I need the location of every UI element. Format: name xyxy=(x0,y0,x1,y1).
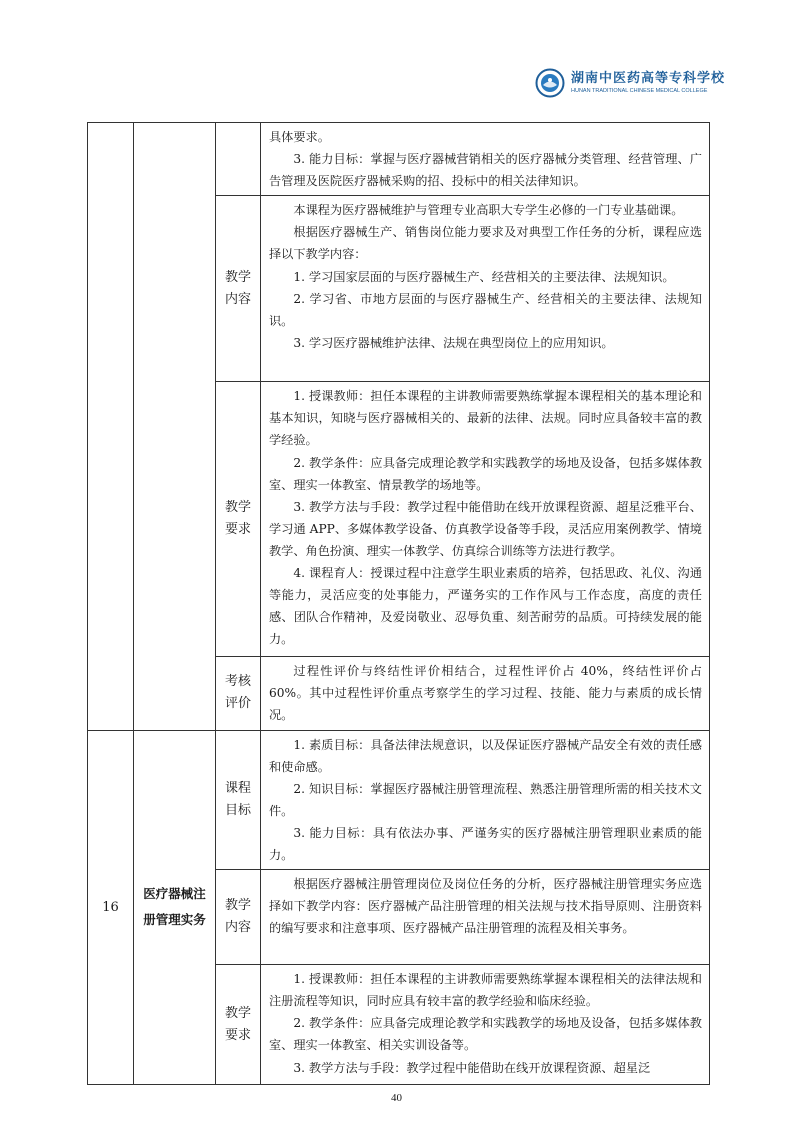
paragraph: 3. 能力目标：掌握与医疗器械营销相关的医疗器械分类管理、经营管理、广告管理及医院医疗器械采购的招、投标中的相关法律知识。 xyxy=(269,152,702,189)
table-row xyxy=(88,730,710,870)
section-content xyxy=(261,196,710,382)
school-emblem-icon xyxy=(535,68,565,98)
paragraph: 2. 教学条件：应具备完成理论教学和实践教学的场地及设备，包括多媒体教室、理实一体教室、情景教学的场地等。 xyxy=(269,455,702,492)
section-label: 教学内容 xyxy=(216,196,261,382)
paragraph: 2. 教学条件：应具备完成理论教学和实践教学的场地及设备，包括多媒体教室、理实一体教室、相关实训设备等。 xyxy=(269,1016,702,1053)
paragraph: 具体要求。 xyxy=(269,130,330,144)
course-name xyxy=(134,123,216,731)
section-content xyxy=(261,657,710,730)
section-label xyxy=(216,123,261,196)
paragraph: 1. 学习国家层面的与医疗器械生产、经营相关的主要法律、法规知识。 xyxy=(293,269,675,284)
paragraph: 根据医疗器械生产、销售岗位能力要求及对典型工作任务的分析，课程应选择以下教学内容： xyxy=(269,225,702,262)
section-label: 教学要求 xyxy=(216,382,261,657)
paragraph: 2. 学习省、市地方层面的与医疗器械生产、经营相关的主要法律、法规知识。 xyxy=(269,291,702,328)
section-label: 教学要求 xyxy=(216,965,261,1085)
section-label: 教学内容 xyxy=(216,870,261,965)
school-name-en: HUNAN TRADITIONAL CHINESE MEDICAL COLLEGE xyxy=(571,87,708,94)
section-content xyxy=(261,123,710,196)
paragraph: 3. 教学方法与手段：教学过程中能借助在线开放课程资源、超星泛雅平台、学习通 APP、多媒体教学设备、仿真教学设备等手段，灵活应用案例教学、情境教学、角色扮演、理实一体教学、仿真综合训练等方法进行教学。 xyxy=(269,499,702,558)
course-number xyxy=(88,123,134,731)
paragraph: 1. 素质目标：具备法律法规意识，以及保证医疗器械产品安全有效的责任感和使命感。 xyxy=(269,737,702,774)
paragraph: 根据医疗器械注册管理岗位及岗位任务的分析，医疗器械注册管理实务应选择如下教学内容：医疗器械产品注册管理的相关法规与技术指导原则、注册资料的编写要求和注意事项、医疗器械产品注册管理的流程及相关事务。 xyxy=(269,877,702,936)
paragraph: 2. 知识目标：掌握医疗器械注册管理流程、熟悉注册管理所需的相关技术文件。 xyxy=(269,781,702,818)
course-name: 医疗器械注册管理实务 xyxy=(134,730,216,1085)
section-content xyxy=(261,870,710,965)
paragraph: 本课程为医疗器械维护与管理专业高职大专学生必修的一门专业基础课。 xyxy=(293,203,684,218)
paragraph: 3. 教学方法与手段：教学过程中能借助在线开放课程资源、超星泛 xyxy=(293,1060,651,1075)
section-label: 课程目标 xyxy=(216,730,261,870)
section-label: 考核评价 xyxy=(216,657,261,730)
paragraph: 过程性评价与终结性评价相结合，过程性评价占 40%，终结性评价占 60%。其中过程性评价重点考察学生的学习过程、技能、能力与素质的成长情况。 xyxy=(269,664,702,723)
table-row xyxy=(88,123,710,196)
paragraph: 4. 课程育人：授课过程中注意学生职业素质的培养，包括思政、礼仪、沟通等能力，灵活应变的处事能力，严谨务实的工作作风与工作态度，高度的责任感、团队合作精神，及爱岗敬业、忍辱负重、刻苦耐劳的品质。可持续发展的能力。 xyxy=(269,566,702,647)
paragraph: 3. 学习医疗器械维护法律、法规在典型岗位上的应用知识。 xyxy=(293,335,614,350)
course-number: 16 xyxy=(88,730,134,1085)
page-number: 40 xyxy=(391,1092,402,1104)
paragraph: 3. 能力目标：具有依法办事、严谨务实的医疗器械注册管理职业素质的能力。 xyxy=(269,825,702,863)
school-name-cn: 湖南中医药高等专科学校 xyxy=(571,70,726,86)
section-content xyxy=(261,965,710,1085)
section-content xyxy=(261,730,710,870)
paragraph: 1. 授课教师：担任本课程的主讲教师需要熟练掌握本课程相关的法律法规和注册流程等知识，同时应具有较丰富的教学经验和临床经验。 xyxy=(269,972,702,1009)
curriculum-table xyxy=(87,122,710,1085)
paragraph: 1. 授课教师：担任本课程的主讲教师需要熟练掌握本课程相关的基本理论和基本知识，知晓与医疗器械相关的、最新的法律、法规。同时应具备较丰富的教学经验。 xyxy=(269,389,702,448)
school-logo xyxy=(535,68,725,98)
section-content xyxy=(261,382,710,657)
